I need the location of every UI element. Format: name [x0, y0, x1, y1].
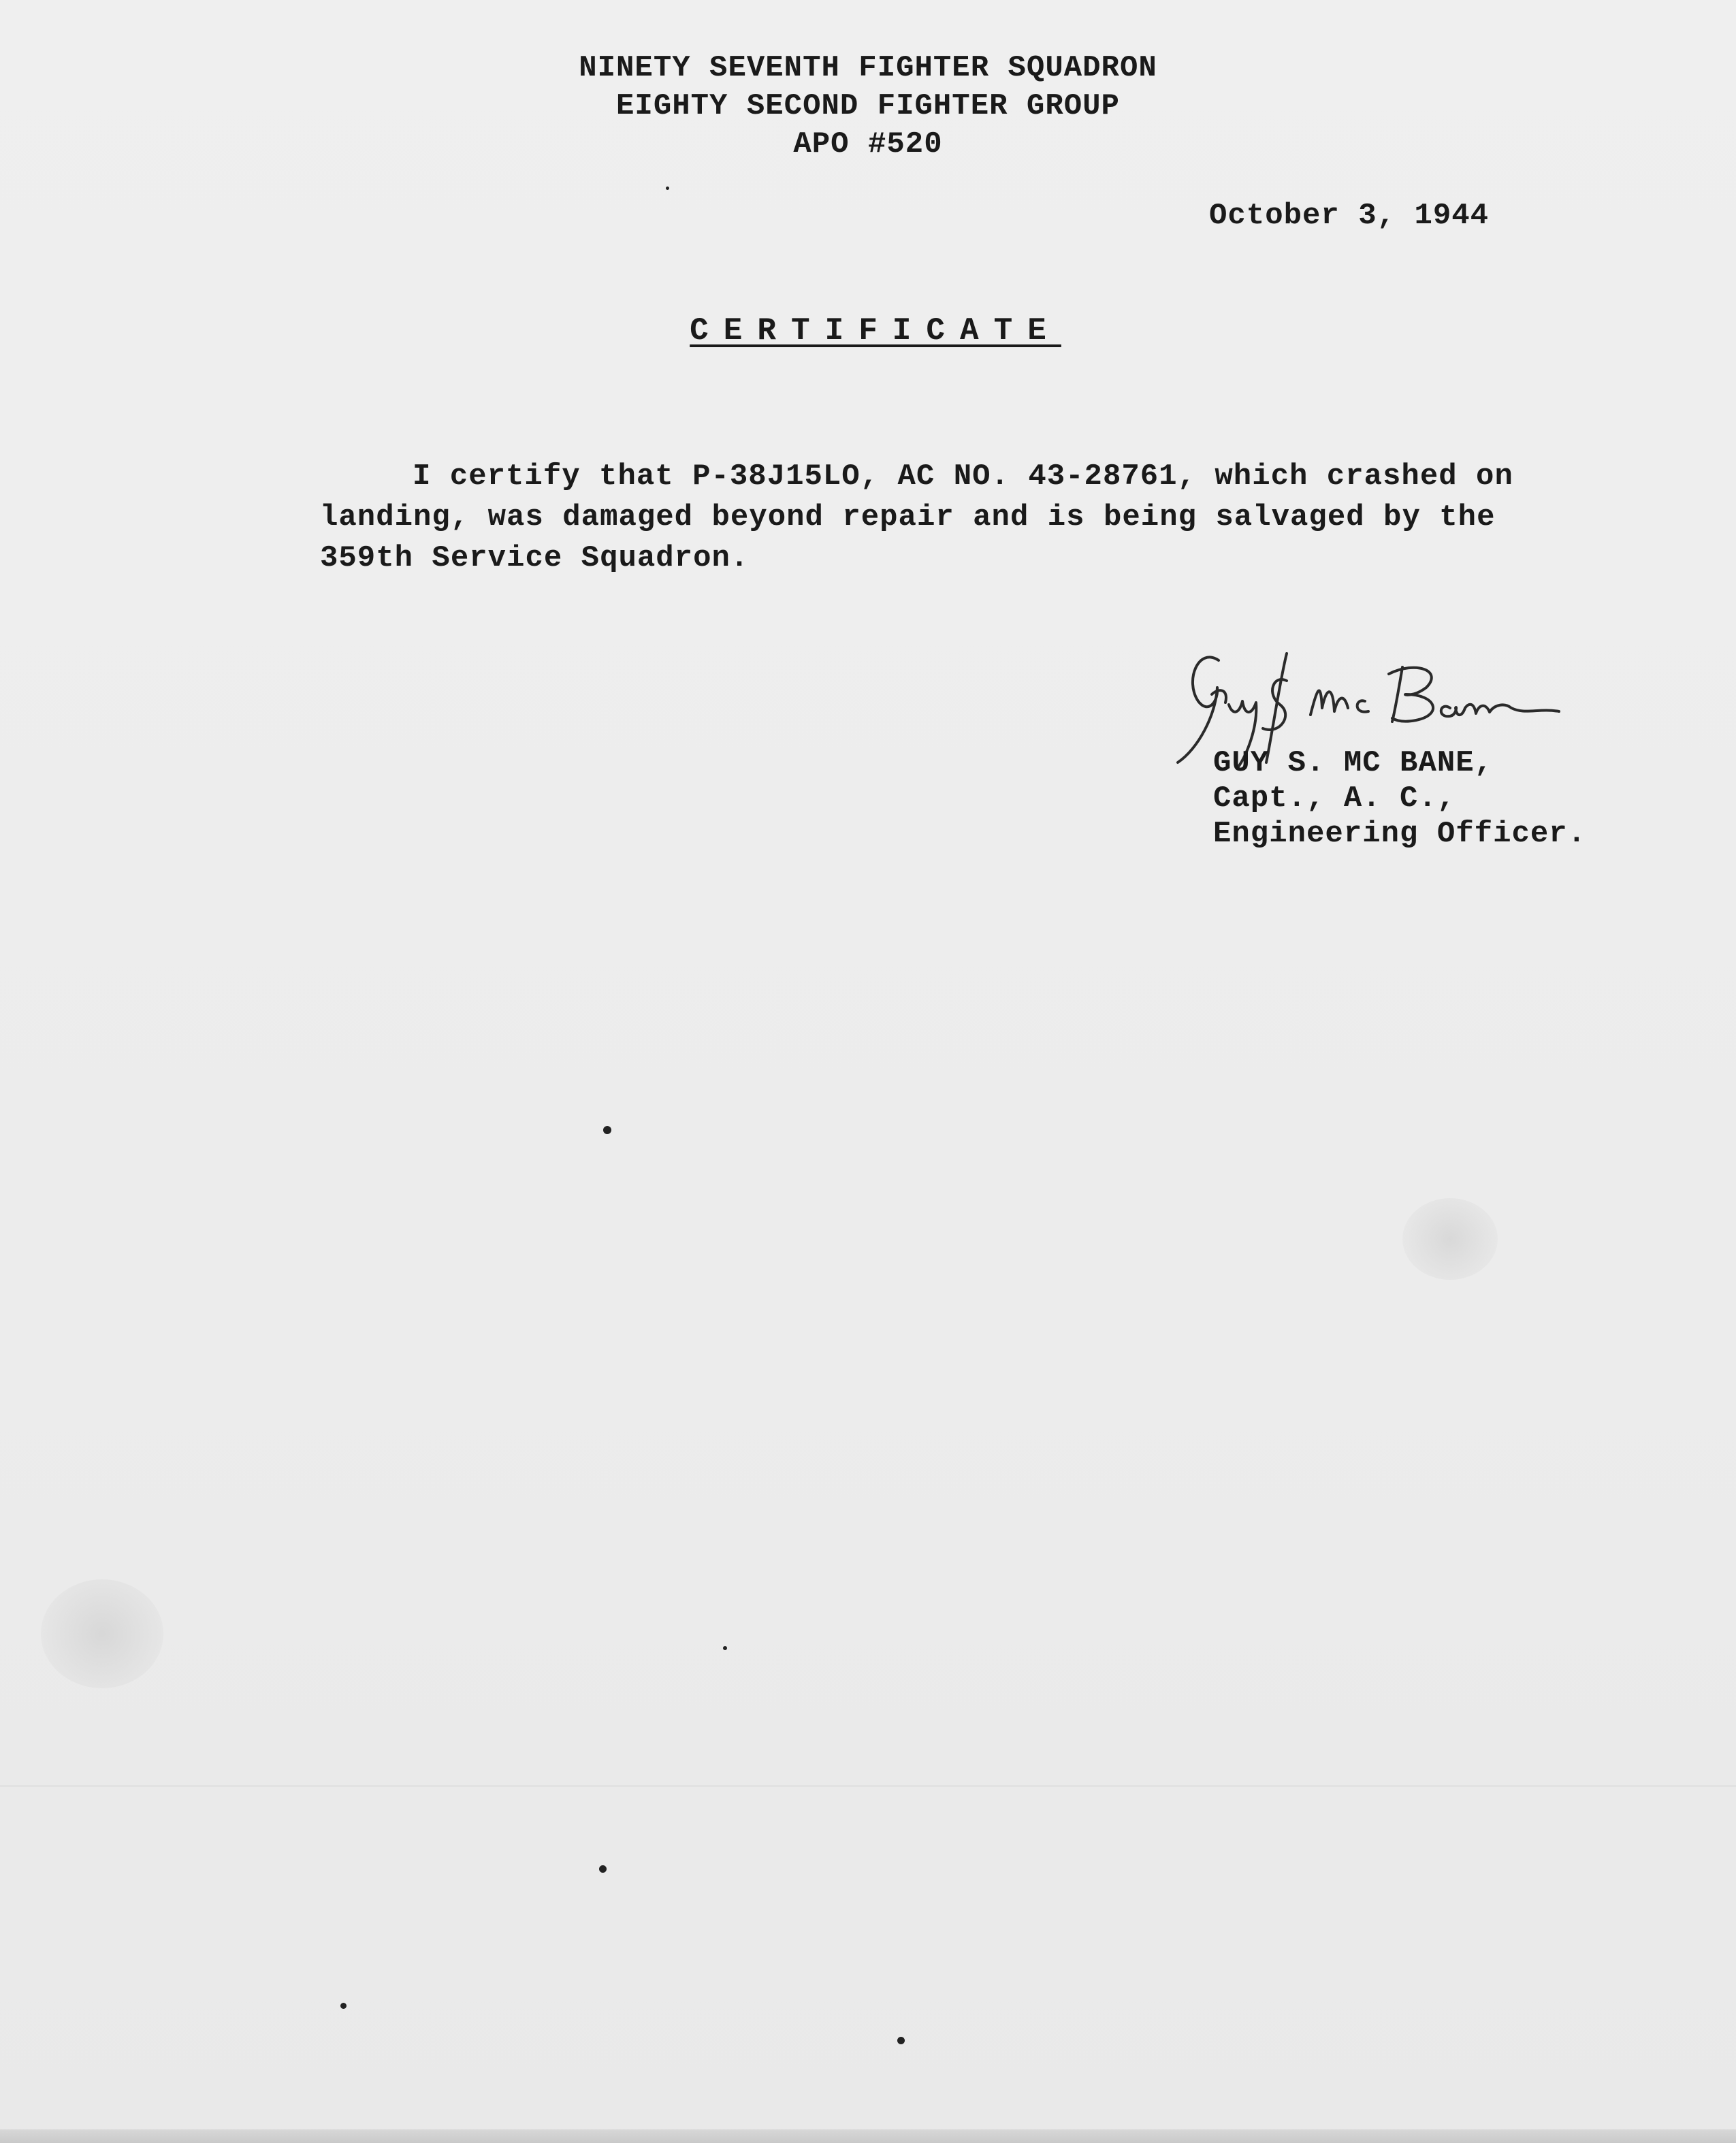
signer-name: GUY S. MC BANE,	[1213, 746, 1494, 780]
ink-speck	[603, 1126, 611, 1134]
ink-speck	[340, 2003, 347, 2009]
letterhead-squadron: NINETY SEVENTH FIGHTER SQUADRON	[579, 51, 1157, 85]
certificate-heading: CERTIFICATE	[690, 313, 1061, 349]
body-line-3: 359th Service Squadron.	[320, 541, 750, 575]
letterhead	[0, 49, 1736, 163]
document-title	[0, 313, 1736, 349]
certificate-body	[320, 456, 1513, 579]
ink-speck	[897, 2037, 905, 2044]
paper-smudge	[1402, 1198, 1498, 1280]
paper-smudge	[41, 1579, 163, 1688]
body-line-2: landing, was damaged beyond repair and is being salvaged by the	[320, 500, 1496, 534]
signature-block	[1213, 745, 1586, 852]
ink-speck	[723, 1646, 727, 1650]
signer-position: Engineering Officer.	[1213, 817, 1587, 851]
letterhead-apo: APO #520	[793, 127, 943, 161]
page-bottom-edge	[0, 2129, 1736, 2143]
letterhead-group: EIGHTY SECOND FIGHTER GROUP	[616, 89, 1120, 123]
ink-speck	[666, 187, 669, 190]
signer-rank: Capt., A. C.,	[1213, 782, 1456, 816]
ink-speck	[599, 1865, 607, 1873]
document-date: October 3, 1944	[1209, 199, 1490, 233]
body-line-1: I certify that P-38J15LO, AC NO. 43-28761, which crashed on	[413, 460, 1513, 494]
page-fold-line	[0, 1785, 1736, 1787]
